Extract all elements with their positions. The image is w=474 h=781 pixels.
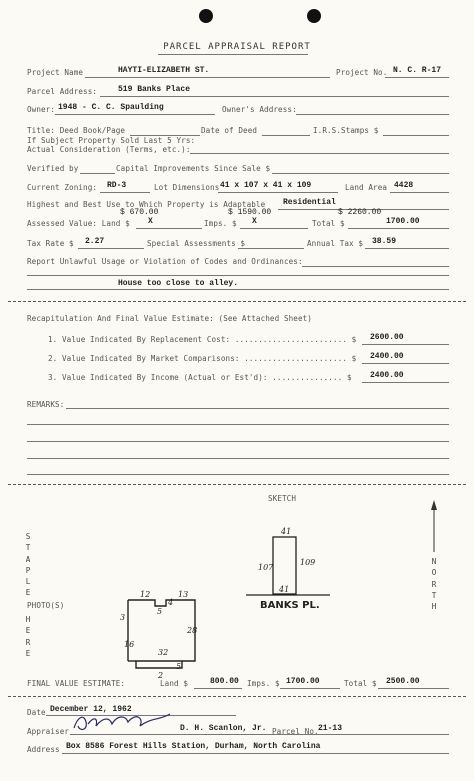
final-label: FINAL VALUE ESTIMATE: [27, 679, 126, 688]
tax-rate-value: 2.27 [85, 237, 105, 246]
address-label: Address [27, 745, 60, 754]
project-no-label: Project No. [336, 68, 388, 77]
assessed-total-label: Total $ [312, 219, 345, 228]
final-total-label: Total $ [344, 679, 377, 688]
staple-here-label: S T A P L E [25, 532, 31, 598]
assessed-imps-label: Imps. $ [204, 219, 237, 228]
appraiser-value: D. H. Scanlon, Jr. [180, 724, 267, 733]
annual-tax-value: 38.59 [372, 237, 397, 246]
recap-heading: Recapitulation And Final Value Estimate: (See Attached Sheet) [27, 314, 312, 323]
house-dim-f: 28 [187, 626, 198, 635]
recap-item-2-label: 2. Value Indicated By Market Comparisons: ...................... $ [48, 354, 357, 363]
land-area-value: 4428 [394, 181, 414, 190]
recap-item-3-label: 3. Value Indicated By Income (Actual or Est'd): ............... $ [48, 373, 352, 382]
lot-left-dim: 107 [258, 563, 274, 572]
street-name: BANKS PL. [260, 600, 320, 611]
section-divider-3 [8, 696, 466, 697]
final-imps-label: Imps. $ [247, 679, 280, 688]
here-label: H E R E [25, 615, 31, 658]
special-assess-label: Special Assessments $ [147, 239, 246, 248]
recap-item-3-value: 2400.00 [370, 371, 404, 380]
house-dim-e: 3 [120, 613, 126, 622]
parcel-address-value: 519 Banks Place [118, 85, 191, 94]
final-total-value: 2500.00 [386, 677, 420, 686]
assessed-imps-prior: $ 1590.00 [228, 208, 272, 217]
date-label: Date [27, 708, 46, 717]
final-land-label: Land $ [160, 679, 189, 688]
lot-dim-value: 41 x 107 x 41 x 109 [220, 181, 312, 190]
lot-bottom-dim: 41 [279, 585, 290, 594]
zoning-value: RD-3 [107, 181, 127, 190]
house-dim-g: 16 [124, 640, 135, 649]
zoning-label: Current Zoning: [27, 183, 98, 192]
final-imps-value: 1700.00 [286, 677, 320, 686]
address-value: Box 8586 Forest Hills Station, Durham, North Carolina [66, 742, 321, 751]
house-dim-b: 13 [178, 590, 189, 599]
appraiser-signature [70, 708, 180, 736]
assessed-land: X [148, 217, 153, 226]
date-of-deed-label: Date of Deed [201, 126, 258, 135]
assessed-total: 1700.00 [386, 217, 420, 226]
photos-label: PHOTO(S) [27, 601, 65, 610]
project-name-value: HAYTI-ELIZABETH ST. [118, 66, 210, 75]
owner-value: 1948 - C. C. Spaulding [58, 103, 164, 112]
house-dim-d: 4 [168, 598, 174, 607]
date-value: December 12, 1962 [50, 705, 132, 714]
best-use-value: Residential [283, 198, 336, 207]
house-dim-a: 12 [140, 590, 151, 599]
unlawful-value: House too close to alley. [118, 279, 239, 288]
north-label: N O R T H [431, 557, 437, 612]
lot-top-dim: 41 [281, 527, 292, 536]
owner-label: Owner: [27, 105, 56, 114]
unlawful-label: Report Unlawful Usage or Violation of Codes and Ordinances: [27, 257, 303, 266]
appraiser-label: Appraiser [27, 727, 70, 736]
recap-item-1-label: 1. Value Indicated By Replacement Cost: ........................ $ [48, 335, 357, 344]
house-dim-h: 32 [158, 648, 169, 657]
deed-book-label: Title: Deed Book/Page [27, 126, 126, 135]
annual-tax-label: Annual Tax $ [307, 239, 364, 248]
lot-dim-label: Lot Dimensions [154, 183, 220, 192]
assessed-label: Assessed Value: Land $ [27, 219, 130, 228]
remarks-label: REMARKS: [27, 400, 65, 409]
sketch-heading: SKETCH [268, 494, 297, 503]
assessed-total-prior: $ 2260.00 [338, 208, 382, 217]
recap-item-2-value: 2400.00 [370, 352, 404, 361]
house-dim-c: 5 [157, 607, 163, 616]
project-no-value: N. C. R-17 [393, 66, 442, 75]
owner-address-label: Owner's Address: [222, 105, 297, 114]
house-dim-j: 2 [158, 671, 164, 680]
capital-label: Capital Improvements Since Sale $ [116, 164, 271, 173]
parcel-no-value: 21-13 [318, 724, 343, 733]
land-area-label: Land Area [345, 183, 388, 192]
sold-note-1: If Subject Property Sold Last 5 Yrs: [27, 136, 196, 145]
assessed-land-prior: $ 670.00 [120, 208, 159, 217]
verified-label: Verified by [27, 164, 79, 173]
assessed-imps: X [252, 217, 257, 226]
form-title: PARCEL APPRAISAL REPORT [163, 42, 311, 52]
sold-note-2: Actual Consideration (Terms, etc.): [27, 145, 191, 154]
north-arrow-icon [431, 500, 437, 510]
tax-rate-label: Tax Rate $ [27, 239, 74, 248]
project-name-label: Project Name [27, 68, 84, 77]
final-land-value: 800.00 [210, 677, 239, 686]
best-use-label: Highest and Best Use to Which Property is Adaptable [27, 200, 266, 209]
parcel-no-label: Parcel No. [272, 727, 319, 736]
recap-item-1-value: 2600.00 [370, 333, 404, 342]
lot-right-dim: 109 [300, 558, 316, 567]
irs-stamps-label: I.R.S.Stamps $ [313, 126, 379, 135]
parcel-address-label: Parcel Address: [27, 87, 98, 96]
house-dim-i: 5 [176, 662, 182, 671]
